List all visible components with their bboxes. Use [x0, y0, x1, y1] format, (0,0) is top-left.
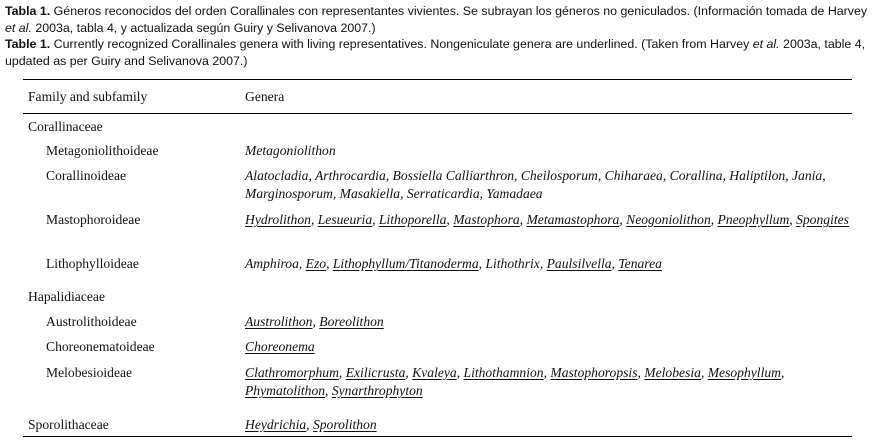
genus-name: Exilicrusta — [345, 365, 406, 380]
genus-name: Boreolithon — [319, 314, 384, 329]
caption-et-al: et al. — [752, 37, 780, 51]
subfamily-name: Corallinoideae — [46, 168, 127, 183]
subfamily-name: Melobesioideae — [46, 365, 133, 380]
genus-name: Jania — [791, 168, 823, 183]
genus-name: Masakiella — [339, 186, 401, 201]
caption-text: Currently recognized Corallinales genera with living representatives. Nongeniculate genera are underlined. (Taken from Harvey — [50, 37, 753, 51]
column-header-family: Family and subfamily — [28, 89, 148, 104]
genera-list — [245, 338, 865, 356]
caption-label: Table 1. — [5, 37, 51, 51]
genus-name: Melobesia — [644, 365, 701, 380]
genus-name: Alatocladia — [245, 168, 309, 183]
column-header-genera: Genera — [245, 89, 285, 104]
caption-text: 2003a, table 4, updated as per Guiry and Selivanova 2007.) — [5, 37, 866, 68]
genus-name: Mastophoropsis — [550, 365, 638, 380]
genus-name: Arthrocardia — [315, 168, 386, 183]
genus-name: Corallina — [669, 168, 723, 183]
genus-name: Pneophyllum — [717, 212, 790, 227]
genus-name: Lithoporella — [378, 212, 447, 227]
genus-name: Cheilosporum — [520, 168, 598, 183]
genus-name: Kvaleya — [412, 365, 457, 380]
subfamily-name: Metagoniolithoideae — [46, 143, 159, 158]
genus-name: Bossiella Calliarthron — [392, 168, 515, 183]
genus-name: Metagoniolithon — [245, 143, 336, 158]
family-row: Hapalidiaceae — [28, 289, 105, 304]
genus-name: Spongites — [796, 212, 849, 227]
genus-name: Serraticardia — [406, 186, 480, 201]
genus-name: Lithophyllum/Titanoderma — [332, 256, 479, 271]
subfamily-name: Lithophylloideae — [46, 256, 139, 271]
genus-name: Neogoniolithon — [626, 212, 711, 227]
genus-name: Haliptilon — [729, 168, 786, 183]
subfamily-name: Mastophoroideae — [46, 212, 141, 227]
caption-et-al: et al. — [5, 20, 32, 35]
genus-name: Chiharaea — [604, 168, 663, 183]
genus-name: Ezo — [305, 256, 327, 271]
genus-name: Lithothamnion — [463, 365, 544, 380]
genera-list: Clathromorphum, Exilicrusta, Kvaleya, Lithothamnion, Mastophoropsis, Melobesia, Mesophyllum, Phymatolithon, Synarthrophyton — [245, 365, 785, 398]
genus-name: Yamadaea — [486, 186, 543, 201]
genus-name: Mesophyllum — [707, 365, 781, 380]
genus-name: Mastophora — [453, 212, 520, 227]
genus-name: Austrolithon — [245, 314, 313, 329]
caption-text: 2003a, tabla 4, y actualizada según Guiry y Selivanova 2007.) — [31, 20, 376, 35]
genus-name: Metamastophora — [526, 212, 620, 227]
genus-name: Lesueuria — [317, 212, 373, 227]
family-row: Corallinaceae — [28, 119, 103, 134]
genera-list — [245, 142, 865, 160]
genus-name: Hydrolithon — [245, 212, 311, 227]
genus-name: Amphiroa — [245, 256, 299, 271]
subfamily-name: Austrolithoideae — [46, 314, 137, 329]
genera-list: Austrolithon, Boreolithon — [245, 314, 384, 329]
genera-list: Hydrolithon, Lesueuria, Lithoporella, Mastophora, Metamastophora, Neogoniolithon, Pneophyllum, Spongites — [245, 212, 849, 227]
caption-label: Tabla 1. — [5, 4, 51, 18]
genus-name: Heydrichia — [245, 417, 307, 432]
genus-name: Clathromorphum — [245, 365, 339, 380]
genera-list: Heydrichia, Sporolithon — [245, 417, 377, 432]
genus-name: Choreonema — [245, 339, 315, 354]
genus-name: Synarthrophyton — [331, 383, 423, 398]
genera-list: Amphiroa, Ezo, Lithophyllum/Titanoderma, Lithothrix, Paulsilvella, Tenarea — [245, 256, 662, 271]
genus-name: Marginosporum — [245, 186, 333, 201]
family-row: Sporolithaceae — [28, 417, 109, 432]
genera-list: Alatocladia, Arthrocardia, Bossiella Calliarthron, Cheilosporum, Chiharaea, Corallina, Haliptilon, Jania, Marginosporum, Masakiella, Serraticardia, Yamadaea — [245, 168, 826, 201]
genus-name: Phymatolithon — [245, 383, 326, 398]
subfamily-name: Choreonematoideae — [46, 339, 155, 354]
genus-name: Sporolithon — [312, 417, 377, 432]
genus-name: Lithothrix — [485, 256, 540, 271]
caption-text: Géneros reconocidos del orden Corallinales con representantes vivientes. Se subrayan los géneros no geniculados. (Información tomada de Harvey — [50, 4, 868, 18]
genus-name: Paulsilvella — [546, 256, 612, 271]
genus-name: Tenarea — [618, 256, 662, 271]
